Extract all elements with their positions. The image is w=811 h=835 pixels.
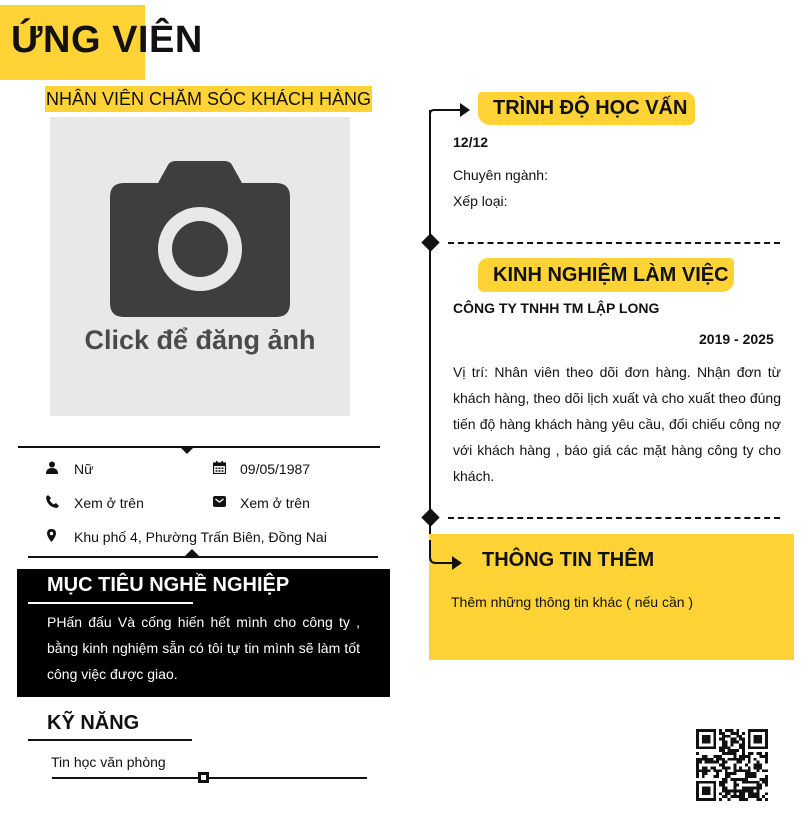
education-major-label[interactable]: Chuyên ngành: <box>453 167 548 183</box>
skill-level-handle[interactable] <box>198 772 209 783</box>
experience-description[interactable]: Vị trí: Nhân viên theo dõi đơn hàng. Nhận đơn từ khách hàng, theo dõi lịch xuất và cho xuất theo đúng tiến độ hàng khách hàng yêu cầu, đối chiếu công nợ với khách hàng , báo giá các mặt hàng công ty cho khách. <box>453 364 781 484</box>
education-title[interactable]: TRÌNH ĐỘ HỌC VẤN <box>493 97 688 119</box>
position-title[interactable]: NHÂN VIÊN CHĂM SÓC KHÁCH HÀNG <box>45 86 372 112</box>
timeline-diamond-icon <box>421 508 439 526</box>
timeline-line <box>429 110 431 560</box>
section-divider <box>448 242 780 244</box>
camera-icon <box>110 161 290 317</box>
skills-title-underline <box>28 739 192 741</box>
email-icon <box>213 495 226 508</box>
skill-name[interactable]: Tin học văn phòng <box>51 754 166 770</box>
objective-title-underline <box>28 602 193 604</box>
info-top-divider <box>18 446 380 448</box>
additional-info-title[interactable]: THÔNG TIN THÊM <box>482 549 655 571</box>
education-rank-label[interactable]: Xếp loại: <box>453 193 508 209</box>
skills-title[interactable]: KỸ NĂNG <box>47 712 140 734</box>
section-divider <box>448 517 780 519</box>
caret-down-icon <box>179 446 195 455</box>
additional-info-text[interactable]: Thêm những thông tin khác ( nếu cần ) <box>451 594 694 610</box>
arrow-right-icon <box>429 540 463 574</box>
arrow-right-icon <box>429 100 471 122</box>
experience-title[interactable]: KINH NGHIỆM LÀM VIỆC <box>493 264 729 286</box>
person-icon <box>46 461 58 474</box>
gender-value[interactable]: Nữ <box>74 461 94 477</box>
skill-level-track[interactable] <box>52 777 367 779</box>
location-pin-icon <box>47 529 56 542</box>
email-value[interactable]: Xem ở trên <box>240 495 310 511</box>
photo-upload-caption: Click để đăng ảnh <box>84 325 316 355</box>
photo-upload-area[interactable] <box>50 117 350 416</box>
timeline-diamond-icon <box>421 233 439 251</box>
experience-company[interactable]: CÔNG TY TNHH TM LẬP LONG <box>453 300 660 316</box>
phone-icon <box>46 495 59 508</box>
qr-code-icon <box>696 729 768 801</box>
birthday-value[interactable]: 09/05/1987 <box>240 461 311 477</box>
objective-text[interactable]: PHấn đấu Và cống hiến hết mình cho công ty , bằng kinh nghiệm sẵn có tôi tự tin mình sẽ làm tốt công việc được giao. <box>47 614 360 682</box>
education-grade[interactable]: 12/12 <box>453 134 489 150</box>
experience-period[interactable]: 2019 - 2025 <box>699 331 774 347</box>
candidate-name[interactable]: ỨNG VIÊN <box>11 19 203 61</box>
objective-title[interactable]: MỤC TIÊU NGHỀ NGHIỆP <box>47 574 290 596</box>
calendar-icon <box>213 461 226 474</box>
info-bottom-divider <box>28 556 378 558</box>
address-value[interactable]: Khu phố 4, Phường Trấn Biên, Đồng Nai <box>74 529 327 545</box>
phone-value[interactable]: Xem ở trên <box>74 495 144 511</box>
